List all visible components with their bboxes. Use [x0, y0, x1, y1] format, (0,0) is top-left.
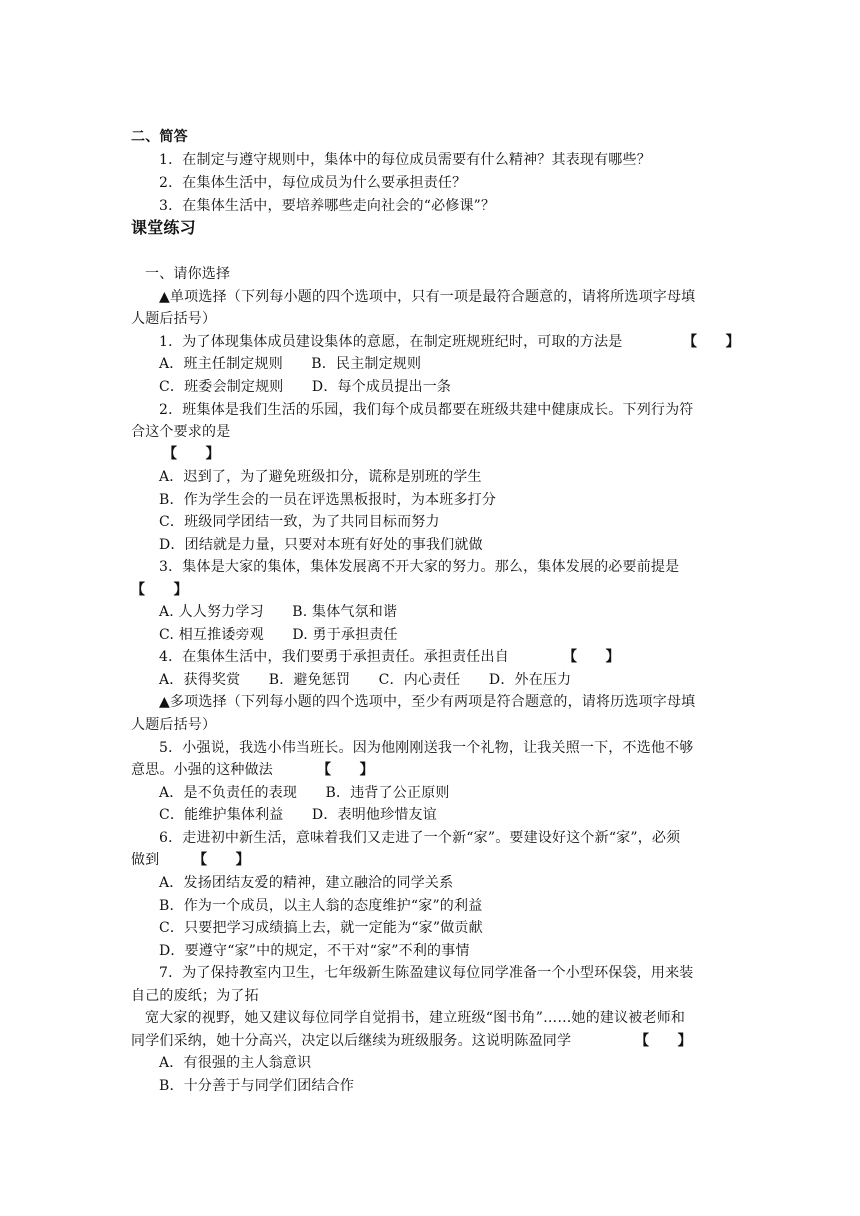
- question-3-options-cd: C. 相互推诿旁观 D. 勇于承担责任: [159, 627, 398, 643]
- question-6-answer-bracket: 【 】: [193, 852, 250, 868]
- question-1-options-ab: A．班主任制定规则 B．民主制定规则: [159, 356, 422, 372]
- question-2-option-b: B．作为学生会的一员在评选黑板报时，为本班多打分: [159, 492, 497, 508]
- question-2-answer-bracket: 【 】: [163, 446, 220, 462]
- question-2-option-d: D．团结就是力量，只要对本班有好处的事我们就做: [159, 537, 483, 553]
- question-7-answer-bracket: 【 】: [635, 1033, 692, 1049]
- question-1-answer-bracket: 【 】: [683, 334, 740, 350]
- question-2-option-a: A．迟到了，为了避免班级扣分，谎称是别班的学生: [159, 469, 482, 485]
- question-3-options-ab: A. 人人努力学习 B. 集体气氛和谐: [159, 604, 398, 620]
- question-7-stem: 7．为了保持教室内卫生，七年级新生陈盈建议每位同学准备一个小型环保袋，用来装: [159, 965, 694, 981]
- single-choice-instructions: ▲单项选择（下列每小题的四个选项中，只有一项是最符合题意的，请将所选项字母填: [159, 289, 696, 305]
- question-5-options-cd: C．能维护集体利益 D．表明他珍惜友谊: [159, 807, 437, 823]
- question-6-option-c: C．只要把学习成绩搞上去，就一定能为“家”做贡献: [159, 920, 483, 936]
- question-4-answer-bracket: 【 】: [563, 649, 620, 665]
- question-6-option-d: D．要遵守“家”中的规定，不干对“家”不利的事情: [159, 943, 470, 959]
- section-heading-short-answer: 二、简答: [131, 129, 188, 145]
- question-7-stem-cont-2: 宽大家的视野，她又建议每位同学自觉捐书，建立班级“图书角”……她的建议被老师和: [145, 1010, 686, 1026]
- question-5-stem: 5．小强说，我选小伟当班长。因为他刚刚送我一个礼物，让我关照一下，不选他不够: [159, 740, 694, 756]
- question-4-stem: 4．在集体生活中，我们要勇于承担责任。承担责任出自: [159, 649, 509, 665]
- multi-choice-instructions: ▲多项选择（下列每小题的四个选项中，至少有两项是符合题意的，请将历选项字母填: [159, 694, 696, 710]
- question-5-stem-cont: 意思。小强的这种做法: [131, 762, 273, 778]
- question-7-stem-cont-1: 自己的废纸；为了拓: [131, 988, 259, 1004]
- question-7-option-a: A．有很强的主人翁意识: [159, 1055, 312, 1071]
- short-answer-question-2: 2．在集体生活中，每位成员为什么要承担责任？: [159, 175, 467, 191]
- question-5-answer-bracket: 【 】: [317, 762, 374, 778]
- question-7-stem-cont-3: 同学们采纳，她十分高兴，决定以后继续为班级服务。这说明陈盈同学: [131, 1033, 572, 1049]
- question-2-stem-cont: 合这个要求的是: [131, 424, 231, 440]
- short-answer-question-3: 3．在集体生活中，要培养哪些走向社会的“必修课”？: [159, 198, 496, 214]
- question-3-answer-bracket: 【 】: [131, 582, 188, 598]
- single-choice-instructions-cont: 人题后括号）: [131, 311, 217, 327]
- multi-choice-instructions-cont: 人题后括号）: [131, 717, 217, 733]
- question-6-option-b: B．作为一个成员，以主人翁的态度维护“家”的利益: [159, 898, 483, 914]
- question-6-option-a: A．发扬团结友爱的精神，建立融洽的同学关系: [159, 875, 454, 891]
- question-2-option-c: C．班级同学团结一致，为了共同目标而努力: [159, 514, 440, 530]
- question-2-stem: 2．班集体是我们生活的乐园，我们每个成员都要在班级共建中健康成长。下列行为符: [159, 402, 694, 418]
- question-4-options: A．获得奖赏 B．避免惩罚 C．内心责任 D．外在压力: [159, 672, 572, 688]
- question-5-options-ab: A．是不负责任的表现 B．违背了公正原则: [159, 785, 450, 801]
- part-choose-heading: 一、请你选择: [145, 266, 231, 282]
- classroom-practice-title: 课堂练习: [131, 218, 196, 237]
- question-3-stem: 3．集体是大家的集体，集体发展离不开大家的努力。那么，集体发展的必要前提是: [159, 559, 680, 575]
- question-6-stem: 6．走进初中新生活，意味着我们又走进了一个新“家”。要建设好这个新“家”，必须: [159, 830, 681, 846]
- question-1-stem: 1．为了体现集体成员建设集体的意愿，在制定班规班纪时，可取的方法是: [159, 334, 623, 350]
- question-1-options-cd: C．班委会制定规则 D．每个成员提出一条: [159, 379, 452, 395]
- question-7-option-b: B．十分善于与同学们团结合作: [159, 1078, 355, 1094]
- question-6-stem-cont: 做到: [131, 852, 160, 868]
- short-answer-question-1: 1．在制定与遵守规则中，集体中的每位成员需要有什么精神？其表现有哪些？: [159, 152, 651, 168]
